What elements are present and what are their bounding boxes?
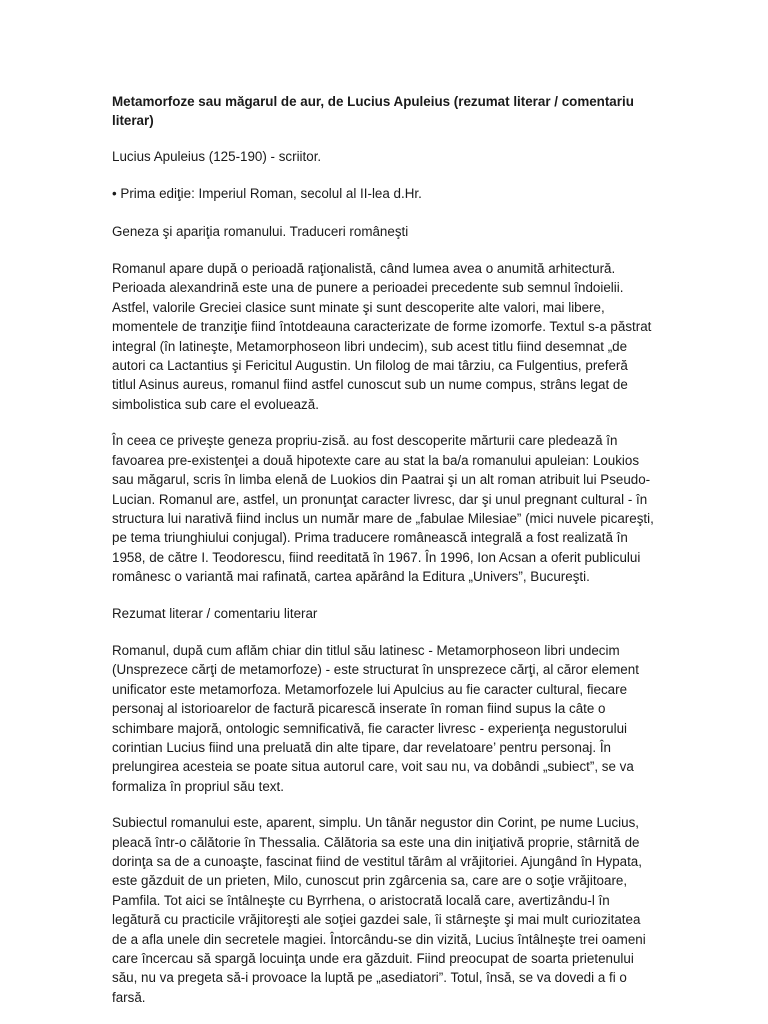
paragraph-summary-structure: Romanul, după cum aflăm chiar din titlul său latinesc - Metamorphoseon libri undecim (Unsprezece cărţi de metamorfoze) - este structurat în unsprezece cărţi, al căror element unificator este metamorfoza. Metamorfozele lui Apulcius au fie caracter cultural, fiecare personaj al istorioarelor de factură picarescă inserate în roman fiind supus la câte o schimbare majoră, ontologic semnificativă, fie caracter livresc - experienţa negustorului corintian Lucius fiind una preluată din alte tipare, dar revelatoare’ pentru personaj. În prelungirea acesteia se poate situa autorul care, voit sau nu, va dobândi „subiect”, se va formaliza în propriul său text. xyxy=(112,642,639,794)
author-line: Lucius Apuleius (125-190) - scriitor. xyxy=(112,148,322,164)
paragraph-summary-plot: Subiectul romanului este, aparent, simplu. Un tânăr negustor din Corint, pe nume Lucius, pleacă într-o călătorie în Thessalia. Călătoria sa este una din iniţiativă proprie, stârnită de dorinţa sa de a cunoaşte, fascinat fiind de vestitul tărâm al vrăjitoriei. Ajungând în Hypata, este găzduit de un prieten, Milo, cunoscut prin zgârcenia sa, care are o soţie vrăjitoare, Pamfila. Tot aici se întâlneşte cu Byrrhena, o aristocrată locală care, avertizându-l în legătură cu practicile vrăjitoreşti ale soţiei gazdei sale, îi stârneşte şi mai mult curiozitatea de a afla unele din secretele magiei. Întorcându-se din vizită, Lucius întâlneşte trei oameni care încercau să spargă locuinţa unde era găzduit. Fiind preocupat de soarta prietenului său, nu va pregeta să-i provoace la luptă pe „asediatori”. Totul, însă, se va dovedi a fi o farsă. xyxy=(112,815,646,1005)
paragraph-genesis-sources: În ceea ce priveşte geneza propriu-zisă. au fost descoperite mărturii care pledează în favoarea pre-existenţei a două hipotexte care au stat la ba/a romanului apuleian: Loukios sau măgarul, scris în limba elenă de Luokios din Paatrai şi un alt roman atribuit lui Pseudo-Lucian. Romanul are, astfel, un pronunţat caracter livresc, dar şi unul pregnant cultural - în structura lui narativă fiind inclus un număr mare de „fabulae Milesiae” (mici nuvele picareşti, pe tema triunghiului conjugal). Prima traducere românească integrală a fost realizată în 1958, de către I. Teodorescu, fiind reeditată în 1967. În 1996, Ion Acsan a oferit publicului românesc o variantă mai rafinată, cartea apărând la Editura „Univers”, Bucureşti. xyxy=(112,433,654,585)
first-edition-bullet: • Prima ediţie: Imperiul Roman, secolul al II-lea d.Hr. xyxy=(112,186,422,202)
section-heading-genesis: Geneza şi apariţia romanului. Traduceri româneşti xyxy=(112,223,409,239)
section-heading-summary: Rezumat literar / comentariu literar xyxy=(112,605,318,621)
document-title: Metamorfoze sau măgarul de aur, de Lucius Apuleius (rezumat literar / comentariu literar) xyxy=(112,94,634,129)
document-page xyxy=(112,92,654,1024)
paragraph-genesis-intro: Romanul apare după o perioadă raţionalistă, când lumea avea o anumită arhitectură. Perioada alexandrină este una de punere a perioadei precedente sub semnul îndoielii. Astfel, valorile Greciei clasice sunt minate şi sunt descoperite alte valori, mai libere, momentele de tranziţie fiind întotdeauna caracterizate de forme izomorfe. Textul s-a păstrat integral (în latineşte, Metamorphoseon libri undecim), sub acest titlu fiind desemnat „de autori ca Lactantius şi Fericitul Augustin. Un filolog de mai târziu, ca Fulgentius, preferă titlul Asinus aureus, romanul fiind astfel cunoscut sub un nume compus, strâns legat de simbolistica sub care el evoluează. xyxy=(112,261,652,412)
